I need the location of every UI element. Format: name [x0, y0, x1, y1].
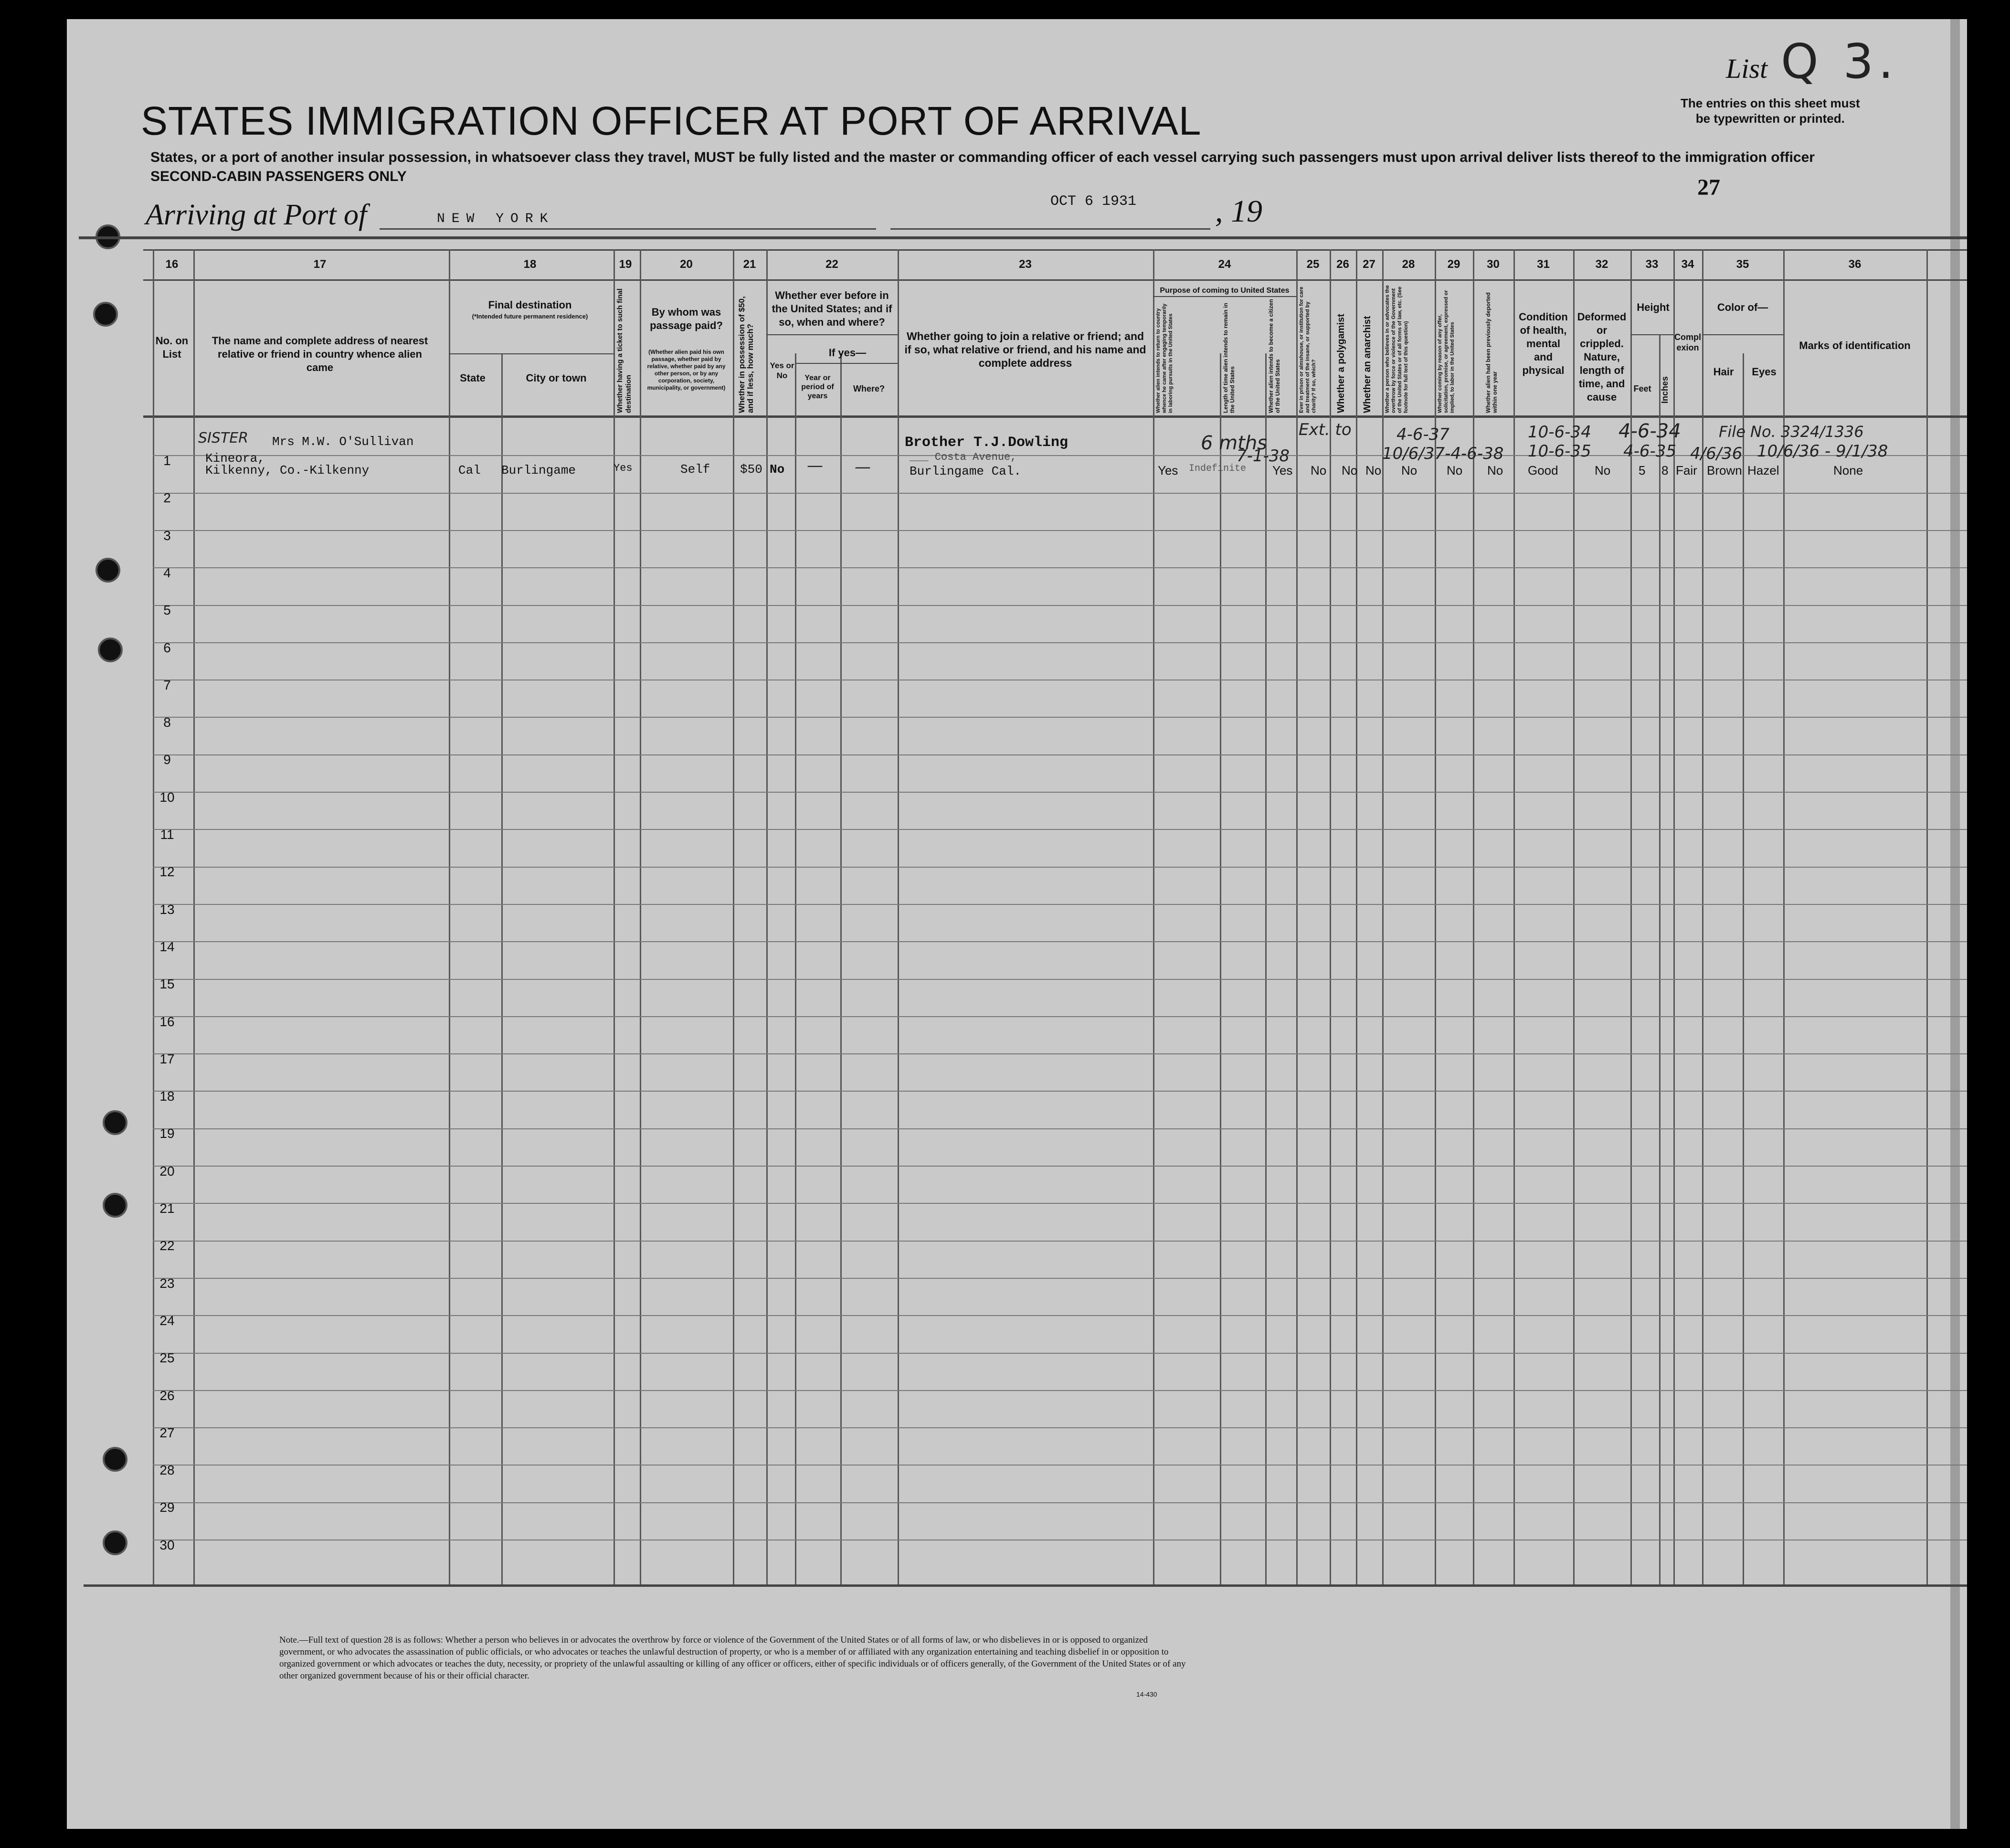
row-number: 15 — [159, 977, 175, 991]
header-height: Height — [1637, 301, 1670, 313]
overthrow-value: No — [1401, 463, 1418, 478]
column-number: 24 — [1218, 258, 1231, 271]
ever-year-value: — — [807, 456, 823, 475]
ever-where-value: — — [855, 457, 871, 477]
header-eyes: Eyes — [1752, 366, 1777, 378]
column-number: 36 — [1848, 258, 1862, 271]
header-citizen: Whether alien intends to become a citizen of the United States — [1268, 299, 1281, 413]
annotation-date: 4-6-35 — [1623, 442, 1677, 461]
anarchist-value: No — [1365, 463, 1382, 478]
joining-address: ___ Costa Avenue, — [910, 451, 1017, 463]
table-rule — [143, 279, 1967, 281]
ever-before-value: No — [770, 462, 785, 477]
row-rule — [153, 1016, 1967, 1017]
polygamist-value: No — [1342, 463, 1358, 478]
column-rule — [153, 249, 154, 1584]
instruction-line: States, or a port of another insular possession, in whatsoever class they travel, MUST be fully listed and the master or commanding officer of each vessel carrying such passengers must upon arrival deliver lists thereof to the immigration officer — [150, 149, 1815, 165]
punch-hole — [103, 1447, 127, 1472]
column-rule — [1659, 334, 1661, 1584]
column-number: 31 — [1537, 258, 1550, 271]
ticket-value: Yes — [614, 462, 633, 474]
header-relative: The name and complete address of nearest relative or friend in country whence alien came — [212, 335, 428, 373]
column-rule — [840, 353, 842, 1584]
joining-address: Burlingame Cal. — [910, 464, 1022, 478]
header-overthrow: Whether a person who believes in or advocates the overthrow by force or violence of the Government of the United States or of all forms of law, etc. (See footnote for full text of this question) — [1385, 285, 1409, 413]
row-rule — [153, 1502, 1967, 1503]
arriving-label: Arriving at Port of — [146, 199, 367, 231]
column-number: 35 — [1736, 258, 1749, 271]
row-number: 21 — [159, 1201, 175, 1216]
return-country-value: Yes — [1158, 463, 1178, 478]
column-rule — [1296, 249, 1298, 1584]
money-value: $50 — [740, 462, 762, 477]
header-ever-before: Whether ever before in the United States; and if so, when and where? — [772, 289, 892, 328]
header-prison: Ever in prison or almshouse, or institution for care and treatment of the insane, or supported by charity? If so, which? — [1299, 287, 1317, 413]
form-code: 14-430 — [1136, 1690, 1157, 1698]
entries-note — [1681, 96, 1860, 126]
punch-hole — [103, 1530, 127, 1555]
row-rule — [153, 904, 1967, 905]
header-inches: Inches — [1660, 376, 1670, 404]
row-number: 22 — [159, 1238, 175, 1253]
column-number: 18 — [523, 258, 537, 271]
row-rule — [153, 1203, 1967, 1204]
length-stay-value: Indefinite — [1189, 463, 1247, 474]
labor-offer-value: No — [1447, 463, 1463, 478]
dest-state: Cal — [458, 463, 481, 478]
column-rule — [1926, 249, 1928, 1584]
column-number: 23 — [1019, 258, 1032, 271]
row-number: 16 — [159, 1014, 175, 1029]
row-number: 30 — [159, 1538, 175, 1552]
column-rule — [1330, 249, 1331, 1584]
table-rule — [143, 249, 1967, 251]
header-complexion: Complexion — [1674, 332, 1701, 352]
column-number: 26 — [1336, 258, 1349, 271]
row-number: 20 — [159, 1164, 175, 1179]
header-joining: Whether going to join a relative or friend; and if so, what relative or friend, and his name and complete address — [904, 330, 1146, 369]
row-number: 10 — [159, 790, 175, 805]
row-number: 12 — [159, 864, 175, 879]
row-number: 26 — [159, 1388, 175, 1403]
row-number: 17 — [159, 1051, 175, 1066]
footnote: Note.—Full text of question 28 is as follows: Whether a person who believes in or advocates the overthrow by force or violence of the Government of the United States or of all forms of law, or who disbelieves in or is opposed to organized government, or who advocates the assassination of public officials, or who advocates or teaches the unlawful destruction of property, or who is a member of or affiliated with any organization entertaining and teaching disbelief in or opposition to organized government or which advocates or teaches the duty, necessity, or propriety of the unlawful assaulting or killing of any officer or officers, either of specific individuals or of officers generally, of the Government of the United States or of any other organized government because of his or their official character. — [279, 1635, 1186, 1681]
annotation-file-number: File No. 3324/1336 — [1719, 423, 1864, 441]
row-number: 13 — [159, 902, 175, 917]
row-number: 19 — [159, 1126, 175, 1141]
column-rule — [1513, 249, 1515, 1584]
relation-handwritten: SISTER — [198, 430, 249, 446]
row-number: 6 — [163, 640, 171, 655]
row-rule — [153, 567, 1967, 568]
column-rule — [640, 249, 641, 1584]
health-value: Good — [1528, 463, 1558, 478]
header-bottom-rule — [143, 415, 1967, 418]
column-rule — [766, 249, 768, 1584]
page-edge — [1950, 19, 1960, 1829]
header-money: Whether in possession of $50, and if less, how much? — [737, 296, 755, 413]
row-rule — [153, 605, 1967, 606]
annotation-date: 10/6/37-4-6-38 — [1382, 444, 1504, 463]
column-number: 28 — [1402, 258, 1415, 271]
column-number: 32 — [1595, 258, 1608, 271]
row-number: 23 — [159, 1276, 175, 1291]
header-marks: Marks of identification — [1799, 340, 1911, 351]
column-rule — [733, 249, 734, 1584]
row-rule — [153, 642, 1967, 643]
column-number: 20 — [680, 258, 693, 271]
column-rule — [449, 249, 450, 1584]
column-number: 17 — [313, 258, 327, 271]
punch-hole — [93, 302, 118, 327]
header-ticket: Whether having a ticket to such final destination — [616, 288, 633, 413]
row-rule — [153, 1241, 1967, 1242]
row-number: 14 — [159, 939, 175, 954]
row-rule — [153, 1128, 1967, 1129]
annotation-date: 10/6/36 - 9/1/38 — [1757, 442, 1888, 461]
subheader-rule — [449, 353, 614, 354]
row-rule — [153, 754, 1967, 755]
column-number: 27 — [1363, 258, 1375, 271]
subheader-rule — [1702, 334, 1783, 335]
annotation-date: 4/6/36 — [1690, 444, 1743, 463]
row-number: 4 — [163, 565, 171, 580]
marks-value: None — [1833, 463, 1863, 478]
header-passage-paid: By whom was passage paid? — [650, 306, 723, 331]
deformed-value: No — [1595, 463, 1611, 478]
row-rule — [153, 1166, 1967, 1167]
row-number: 8 — [163, 715, 171, 730]
column-number: 22 — [825, 258, 838, 271]
header-city: City or town — [526, 372, 587, 384]
list-number: Q 3. — [1781, 33, 1898, 89]
complexion-value: Fair — [1676, 463, 1697, 478]
row-number: 5 — [163, 603, 171, 617]
column-rule — [1153, 249, 1154, 1584]
subheader-rule — [1630, 334, 1673, 335]
header-color-of: Color of— — [1717, 301, 1768, 313]
row-number: 24 — [159, 1313, 175, 1328]
row-rule — [153, 530, 1967, 531]
list-label: List — [1726, 53, 1768, 84]
header-destination-note: (*Intended future permanent residence) — [472, 313, 588, 320]
row-number: 28 — [159, 1463, 175, 1477]
row-number: 9 — [163, 752, 171, 767]
table-top-rule — [79, 236, 1967, 239]
punch-hole — [95, 558, 120, 583]
relative-address: Kilkenny, Co.-Kilkenny — [205, 463, 370, 478]
prison-value: No — [1311, 463, 1327, 478]
hair-value: Brown — [1707, 463, 1742, 478]
header-return-country: Whether alien intends to return to country whence he came after engaging temporarily in laboring pursuits in the United States — [1155, 303, 1174, 413]
header-health: Condition of health, mental and physical — [1519, 311, 1568, 376]
row-rule — [153, 1353, 1967, 1354]
column-rule — [1265, 353, 1267, 1584]
header-year: Year or period of years — [801, 374, 834, 400]
header-hair: Hair — [1713, 366, 1734, 378]
eyes-value: Hazel — [1747, 463, 1779, 478]
header-passage-note: (Whether alien paid his own passage, whether paid by relative, whether paid by any other person, or by any corporation, society, municipality, or government) — [647, 349, 726, 391]
header-feet: Feet — [1633, 384, 1651, 393]
column-number: 34 — [1681, 258, 1694, 271]
punch-hole — [103, 1110, 127, 1135]
row-number: 2 — [163, 490, 171, 505]
row-rule — [153, 1427, 1967, 1428]
header-purpose: Purpose of coming to United States — [1160, 287, 1290, 295]
header-deported: Whether alien had been previously deported within one year — [1485, 292, 1498, 413]
entries-note-line: The entries on this sheet must — [1681, 96, 1860, 110]
year-label: , 19 — [1215, 194, 1262, 229]
column-rule — [1356, 249, 1357, 1584]
subheader-rule — [766, 334, 898, 335]
date-underline — [890, 228, 1210, 230]
column-number: 16 — [165, 258, 179, 271]
header-where: Where? — [853, 384, 885, 393]
row-rule — [153, 1390, 1967, 1391]
annotation-date: 4-6-37 — [1396, 425, 1450, 444]
row-number: 7 — [163, 678, 171, 692]
row-number: 25 — [159, 1350, 175, 1365]
row-number: 11 — [160, 827, 174, 842]
column-number: 21 — [743, 258, 756, 271]
column-rule — [1743, 353, 1744, 1584]
sheet-number: 27 — [1697, 175, 1720, 200]
annotation-date: 10-6-34 — [1528, 423, 1591, 442]
table-bottom-rule — [84, 1584, 1967, 1587]
column-rule — [795, 353, 796, 1584]
row-number: 18 — [159, 1089, 175, 1104]
entries-note-line: be typewritten or printed. — [1695, 111, 1845, 126]
header-length-of-stay: Length of time alien intends to remain in the United States — [1222, 303, 1236, 413]
deported-value: No — [1487, 463, 1503, 478]
row-rule — [153, 867, 1967, 868]
row-rule — [153, 493, 1967, 494]
column-number: 33 — [1645, 258, 1659, 271]
row-rule — [153, 1465, 1967, 1466]
header-no-on-list: No. on List — [155, 335, 189, 360]
header-state: State — [460, 372, 486, 384]
column-number: 30 — [1487, 258, 1500, 271]
port-value: NEW YORK — [437, 212, 555, 226]
row-rule — [153, 717, 1967, 718]
row-number: 29 — [159, 1500, 175, 1515]
column-number: 29 — [1447, 258, 1460, 271]
row-rule — [153, 979, 1967, 980]
class-line: SECOND-CABIN PASSENGERS ONLY — [150, 169, 407, 184]
row-rule — [153, 829, 1967, 830]
row-number: 27 — [159, 1425, 175, 1440]
port-underline — [380, 228, 876, 230]
annotation-date: 10-6-35 — [1528, 442, 1591, 461]
page-title: STATES IMMIGRATION OFFICER AT PORT OF ARRIVAL — [141, 98, 1202, 143]
annotation-date: 4-6-34 — [1619, 420, 1681, 442]
column-number: 19 — [619, 258, 632, 271]
form-sheet — [67, 19, 1967, 1829]
annotation-ext: Ext. to — [1299, 420, 1352, 439]
row-rule — [153, 1278, 1967, 1279]
row-number: 1 — [163, 453, 171, 468]
column-rule — [193, 249, 195, 1584]
punch-hole — [98, 637, 123, 662]
column-rule — [1220, 353, 1221, 1584]
column-rule — [898, 249, 899, 1584]
column-number: 25 — [1306, 258, 1320, 271]
column-rule — [614, 249, 615, 1584]
header-anarchist: Whether an anarchist — [1362, 316, 1373, 413]
row-rule — [153, 1091, 1967, 1092]
subheader-rule — [795, 363, 898, 364]
length-stay-handwritten: 6 mths — [1201, 432, 1268, 454]
dest-city: Burlingame — [501, 463, 576, 478]
row-rule — [153, 1053, 1967, 1054]
punch-hole — [103, 1193, 127, 1218]
joining-name: Brother T.J.Dowling — [905, 435, 1068, 451]
header-ever-yes-no: Yes or No — [770, 361, 794, 380]
row-rule — [153, 941, 1967, 942]
row-rule — [153, 792, 1967, 793]
relative-name: Mrs M.W. O'Sullivan — [272, 435, 414, 449]
header-polygamist: Whether a polygamist — [1336, 314, 1346, 413]
column-rule — [501, 353, 503, 1584]
header-final-destination: Final destination — [488, 299, 572, 311]
paid-by: Self — [680, 462, 710, 477]
feet-value: 5 — [1639, 463, 1646, 478]
header-deformed: Deformed or crippled. Nature, length of time, and cause — [1577, 311, 1627, 403]
citizen-value: Yes — [1272, 463, 1293, 478]
date-stamp: OCT 6 1931 — [1050, 193, 1137, 210]
relative-address: Kineora, — [205, 451, 265, 466]
inches-value: 8 — [1661, 463, 1669, 478]
annotation-date: 7-1-38 — [1237, 446, 1290, 466]
row-rule — [153, 1315, 1967, 1316]
header-labor-offer: Whether coming by reason of any offer, solicitation, promise, or agreement, expressed or implied, to labor in the United States — [1437, 290, 1455, 413]
header-if-yes: If yes— — [828, 347, 867, 359]
row-number: 3 — [163, 528, 171, 543]
